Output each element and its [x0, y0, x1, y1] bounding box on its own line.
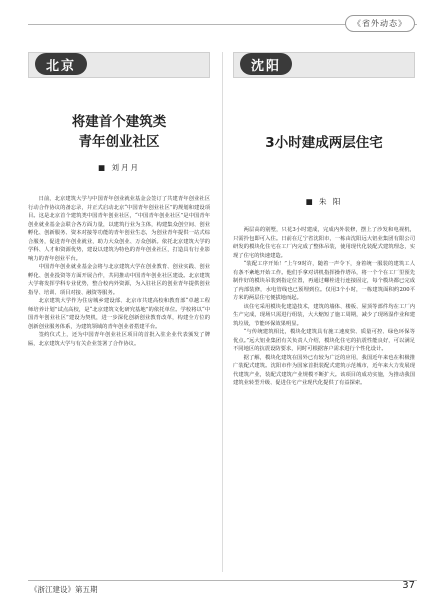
journal-name: 《浙江建设》第五期 — [30, 585, 98, 594]
left-article — [28, 52, 210, 348]
paragraph: 签约仪式上，还为中国青年创业社区项目的首批入驻企业代表颁发了牌匾，北京建筑大学与有关企业签署了合作协议。 — [28, 332, 210, 347]
article-title — [28, 112, 210, 152]
city-label: 沈阳 — [240, 53, 292, 75]
paragraph: 北京建筑大学作为住房城乡建设部、北京市共建高校和教育部“卓越工程师培养计划”试点高校，是“北京建筑文化研究基地”的依托单位。学校将以“中国青年创业社区”建设为契机，进一步深化创新创业教育改革，构建全方位的创新创业服务体系，为建筑领域的青年创业者搭建平台。 — [28, 298, 210, 330]
paragraph: 两层高的别墅，只花3小时建成，完成内外装修，摆上了沙发和电视机，只需拎包即可入住。日前在辽宁省沈阳市，一栋由沈阳远大铝业集团有限公司研发的模块化住宅在工厂内完成了整体吊装，使用现代化装配式建筑理念，实现了住宅的快速建造。 — [233, 227, 415, 259]
paragraph: “与传统建筑相比，模块化建筑具有施工速度快、质量可控、绿色环保等优点。”远大铝业集团有关负责人介绍，模块化住宅的抗震性能良好，可以满足不同地区的抗震设防要求，同时可根据客户需求进行个性化设计。 — [233, 329, 415, 352]
article-body — [28, 195, 210, 348]
city-banner — [233, 52, 415, 78]
paragraph: 据了解，模块化建筑在国外已有较为广泛的应用，我国近年来也在积极推广装配式建筑。沈阳市作为国家首批装配式建筑示范城市，近年来大力发展现代建筑产业，装配式建筑产业规模不断扩大。该项目的成功实施，为推动我国建筑业转型升级、促进住宅产业现代化提供了有益探索。 — [233, 354, 415, 386]
paragraph: “装配工序开始！”上午9时许，随着一声令下，身着统一服装的建筑工人有条不紊地开始工作。他们手拿对讲机指挥操作塔吊，将一个个在工厂里预先制作好的模块吊装到指定位置，再通过螺栓进行连接固定，每个模块都已完成了内部装修，水电管线也已预埋到位。仅用3个小时，一栋建筑面积约200平方米的两层住宅便拔地而起。 — [233, 261, 415, 301]
title-line-1: 将建首个建筑类 — [71, 114, 167, 130]
column-divider — [222, 52, 223, 572]
city-banner — [28, 52, 210, 78]
paragraph: 中国青年创业就业基金会将与北京建筑大学在创业教育、创业实践、创业孵化、创业投资等方面开展合作，共同推动中国青年创业社区建设。北京建筑大学将发挥学科专业优势，整合校内外资源，为入驻社区的创业青年提供创业指导、培训、项目对接、融资等服务。 — [28, 264, 210, 296]
article-author: ■ 刘月月 — [98, 163, 140, 172]
title-line-2: 青年创业社区 — [78, 134, 160, 150]
article-body — [233, 226, 415, 388]
city-label: 北京 — [35, 53, 87, 75]
page-number: 37 — [402, 580, 415, 591]
footer-rule — [28, 580, 417, 581]
paragraph: 该住宅采用模块化建造技术，建筑的墙体、楼板、屋顶等部件均在工厂内生产完成，现场只需进行组装，大大缩短了施工周期，减少了现场湿作业和建筑垃圾，节能环保效果明显。 — [233, 303, 415, 327]
paragraph: 日前，北京建筑大学与中国青年创业就业基金会签订了共建青年创业社区行动合作协议的备忘录，并正式启动北京“中国青年创业社区”的规划和建设项目。这是北京首个建筑类中国青年创业社区，“中国青年创业社区”是中国青年创业就业基金会联合各方面力量，以建筑行业为主体，构建集众创空间、创业孵化、创新服务、资本对接等功能的青年创业生态，为创业青年提供一站式综合服务，促进青年创业就业，助力大众创业、万众创新。依托北京建筑大学的学科、人才和资源优势，建设以建筑为特色的青年创业社区，打造具有行业影响力的青年创业平台。 — [28, 196, 210, 262]
article-title: 3小时建成两层住宅 — [265, 135, 383, 151]
article-author: ■ 朱 阳 — [305, 197, 343, 206]
section-tag: 《省外动态》 — [345, 15, 415, 32]
right-article — [233, 52, 415, 388]
